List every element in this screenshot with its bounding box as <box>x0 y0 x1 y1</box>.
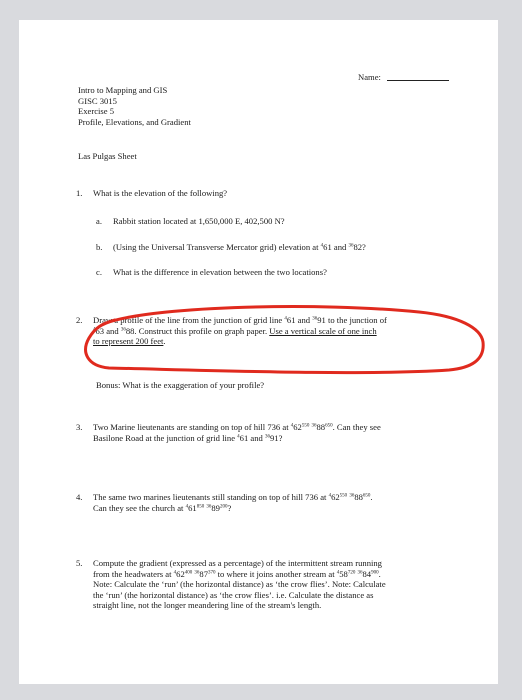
name-blank-line <box>387 80 449 81</box>
name-field <box>358 72 449 83</box>
exercise-number: Exercise 5 <box>78 106 115 116</box>
question-3: 3. Two Marine lieutenants are standing on top of hill 736 at $^462^{550}$ $^{36}88^{650}$. Can they see Basilone Road at the junction of grid line $^4$61 and $^{36}$91? <box>76 422 381 443</box>
course-code: GISC 3015 <box>78 95 117 106</box>
q1-text: What is the elevation of the following? <box>93 188 228 198</box>
question-4: 4. The same two marines lieutenants still standing on top of hill 736 at $^462^{550}$ $^{36}88^{650}$. Can they see the church at $^461^{850}$ $^{36}89^{200}$? <box>76 492 373 513</box>
bonus-question: Bonus: What is the exaggeration of your profile? <box>96 380 265 390</box>
question-1c: c. What is the difference in elevation between the two locations? <box>96 267 327 277</box>
q1-number: 1. <box>76 188 83 198</box>
question-1 <box>76 188 227 199</box>
name-label: Name: <box>358 72 381 82</box>
question-1a: a. Rabbit station located at 1,650,000 E, 402,500 N? <box>96 216 285 226</box>
sheet-name: Las Pulgas Sheet <box>78 151 137 161</box>
question-5: 5. Compute the gradient (expressed as a percentage) of the intermittent stream running from the headwaters at $^462^{400}$ $^{36}87^{370}$ to where it joins another stream at $^458^{720}$ $^{36}84^{900}$. Note: Calculate the ‘run’ (the horizontal distance) as ‘the crow flies’. Note: Calculate the ‘run’ (the horizontal distance) as ‘the crow flies’. i.e. Calculate the distance as straight line, not the longer meandering line of the stream's length. <box>76 558 386 610</box>
question-2: 2. Draw a profile of the line from the junction of grid line $^4$61 and $^{36}$91 to the junction of $^4$63 and $^{36}$88. Construct this profile on graph paper. Use a vertical scale of one inch to represent 200 feet. <box>76 315 387 346</box>
course-title: Intro to Mapping and GIS <box>78 85 168 95</box>
question-1b: b. (Using the Universal Transverse Mercator grid) elevation at $^4$61 and $^{36}$82? <box>96 242 366 252</box>
exercise-topic: Profile, Elevations, and Gradient <box>78 116 191 127</box>
worksheet-page <box>19 20 498 684</box>
header-block <box>78 85 191 127</box>
